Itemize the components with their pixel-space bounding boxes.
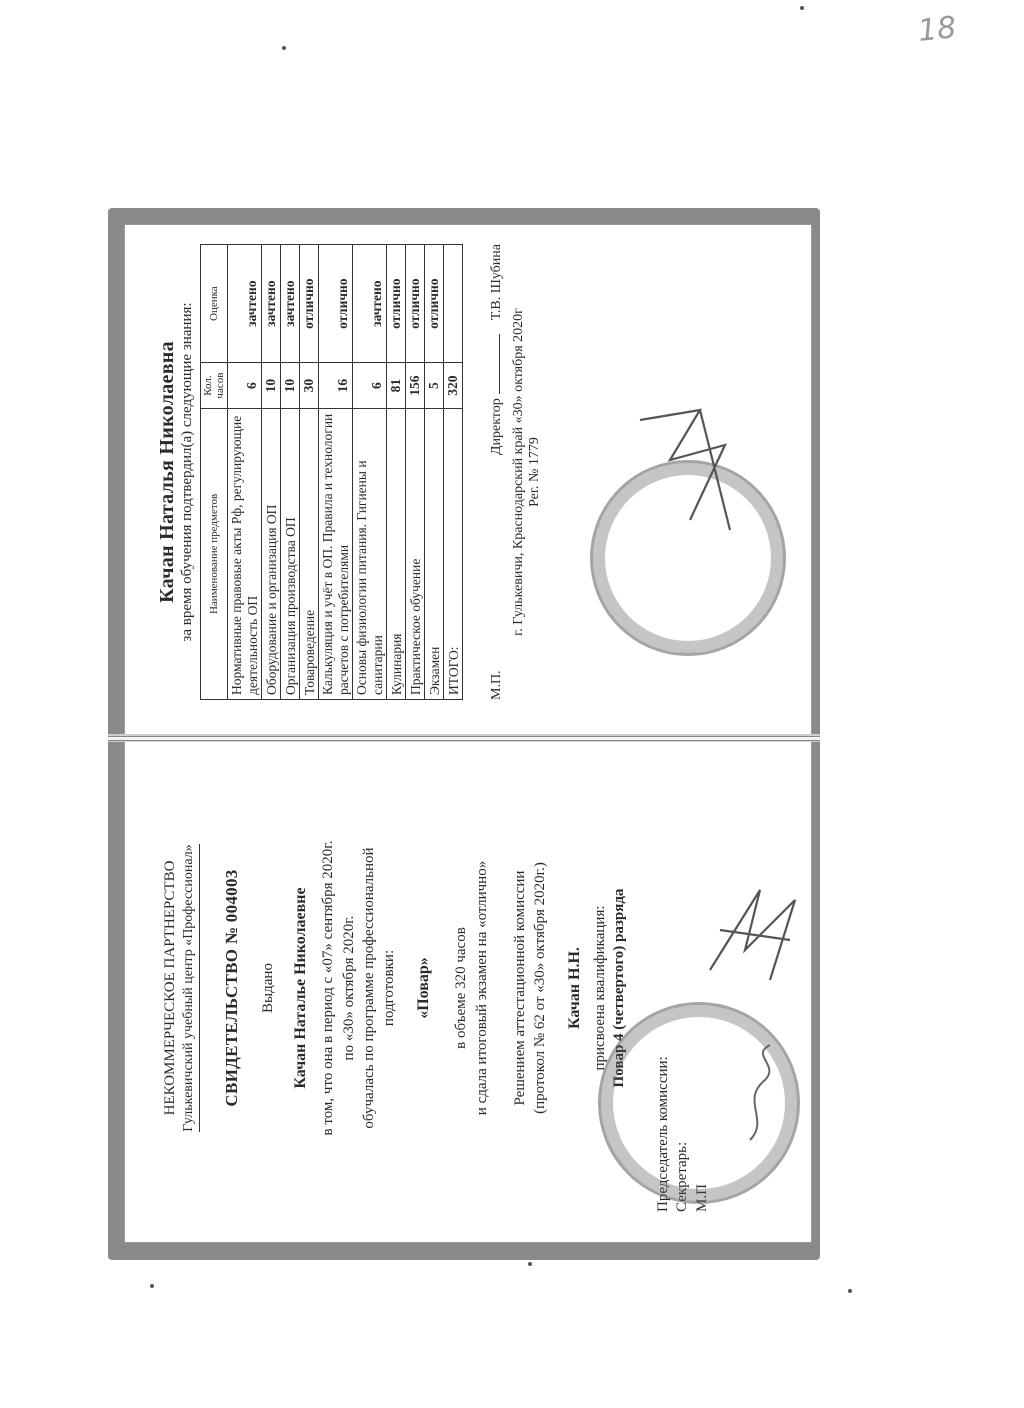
volume-block (451, 760, 492, 1216)
hours-cell: 16 (319, 363, 353, 409)
scan-speck (528, 1262, 532, 1266)
holder-name: Качан Наталье Николаевне (292, 887, 310, 1089)
table-row-total (444, 245, 463, 700)
signature-line (499, 334, 500, 394)
subject-cell: Основы физиологии питания. Гигиены и санитарии (353, 408, 387, 699)
table-row (319, 245, 353, 700)
org-title: НЕКОММЕРЧЕСКОЕ ПАРТНЕРСТВО (162, 860, 178, 1116)
period-line: подготовки: (381, 949, 397, 1027)
program-name: «Повар» (415, 957, 433, 1019)
hours-cell: 5 (425, 363, 444, 409)
qualification: Повар 4 (четвертого) разряда (610, 888, 627, 1088)
header-subject: Наименование предметов (201, 408, 228, 699)
subject-cell: Экзамен (425, 408, 444, 699)
period-line: по «30» октября 2020г. (340, 915, 357, 1061)
org-subtitle: Гулькевичский учебный центр «Профессионал» (181, 844, 200, 1131)
subject-cell: ИТОГО: (444, 408, 463, 699)
table-row (262, 245, 281, 700)
grade-cell: отлично (425, 245, 444, 363)
subject-cell: Кулинария (387, 408, 406, 699)
subject-cell: Организация производства ОП (281, 408, 300, 699)
table-header-row (201, 245, 228, 700)
subject-cell: Нормативные правовые акты Рф, регулирующие деятельность ОП (228, 408, 262, 699)
secretary-label: Секретарь: (674, 1141, 690, 1212)
mp-label: М.П (693, 1184, 710, 1212)
table-row (300, 245, 319, 700)
header-grade: Оценка (201, 245, 228, 363)
volume-line: в объеме 320 часов (453, 927, 470, 1049)
period-line: в том, что она в период с «07» сентября 2020г. (320, 840, 337, 1136)
grade-cell: зачтено (353, 245, 387, 363)
place-date: г. Гулькевичи, Краснодарский край «30» октября 2020г (511, 308, 527, 636)
chair-label: Председатель комиссии: (654, 1056, 671, 1212)
scan-speck (150, 1284, 154, 1288)
table-row (425, 245, 444, 700)
subject-cell: Товароведение (300, 408, 319, 699)
hours-cell: 81 (387, 363, 406, 409)
grades-page (154, 238, 694, 706)
table-row (228, 245, 262, 700)
scan-speck (282, 46, 286, 50)
student-name-heading: Качан Наталья Николаевна (156, 341, 178, 603)
hours-cell: 30 (300, 363, 319, 409)
qualification-label: присвоена квалификация: (592, 905, 609, 1071)
table-row (387, 245, 406, 700)
issued-label: Выдано (260, 963, 276, 1013)
director-label-text: Директор (489, 398, 505, 456)
hours-cell: 10 (281, 363, 300, 409)
period-line: обучалась по программе профессиональной (360, 847, 377, 1129)
page-number: 18 (916, 10, 958, 49)
grade-cell: зачтено (262, 245, 281, 363)
grade-cell: зачтено (281, 245, 300, 363)
grade-cell: отлично (300, 245, 319, 363)
grade-cell (444, 245, 463, 363)
grade-cell: отлично (387, 245, 406, 363)
director-sign-row (489, 244, 505, 700)
table-row (406, 245, 425, 700)
hours-cell: 6 (353, 363, 387, 409)
scan-speck (848, 1289, 852, 1293)
commission-line: (протокол № 62 от «30» октября 2020г.) (532, 862, 548, 1114)
binding-cord (108, 736, 820, 741)
subject-cell: Практическое обучение (406, 408, 425, 699)
grade-cell: отлично (319, 245, 353, 363)
grade-cell: отлично (406, 245, 425, 363)
subjects-table (200, 244, 463, 700)
hours-cell: 320 (444, 363, 463, 409)
short-name: Качан Н.Н. (566, 947, 584, 1029)
commission-block (510, 760, 551, 1216)
commission-line: Решением аттестационной комиссии (511, 870, 528, 1106)
mp-label: М.П. (489, 670, 505, 700)
hours-cell: 10 (262, 363, 281, 409)
subject-cell: Калькуляция и учёт в ОП. Правила и технологии расчетов с потребителями (319, 408, 353, 699)
subject-cell: Оборудование и организация ОП (262, 408, 281, 699)
table-row (281, 245, 300, 700)
table-row (353, 245, 387, 700)
director-label (489, 320, 505, 670)
certificate-number: СВИДЕТЕЛЬСТВО № 004003 (222, 869, 241, 1107)
grade-cell: зачтено (228, 245, 262, 363)
exam-line: и сдала итоговый экзамен на «отлично» (473, 860, 490, 1116)
hours-cell: 6 (228, 363, 262, 409)
header-hours: Кол. часов (201, 363, 228, 409)
intro-text: за время обучения подтвердил(а) следующие знания: (179, 302, 195, 642)
director-name: Т.В. Шубина (489, 244, 505, 321)
hours-cell: 156 (406, 363, 425, 409)
scan-speck (800, 6, 804, 10)
registration-number: Рег. № 1779 (527, 437, 543, 507)
